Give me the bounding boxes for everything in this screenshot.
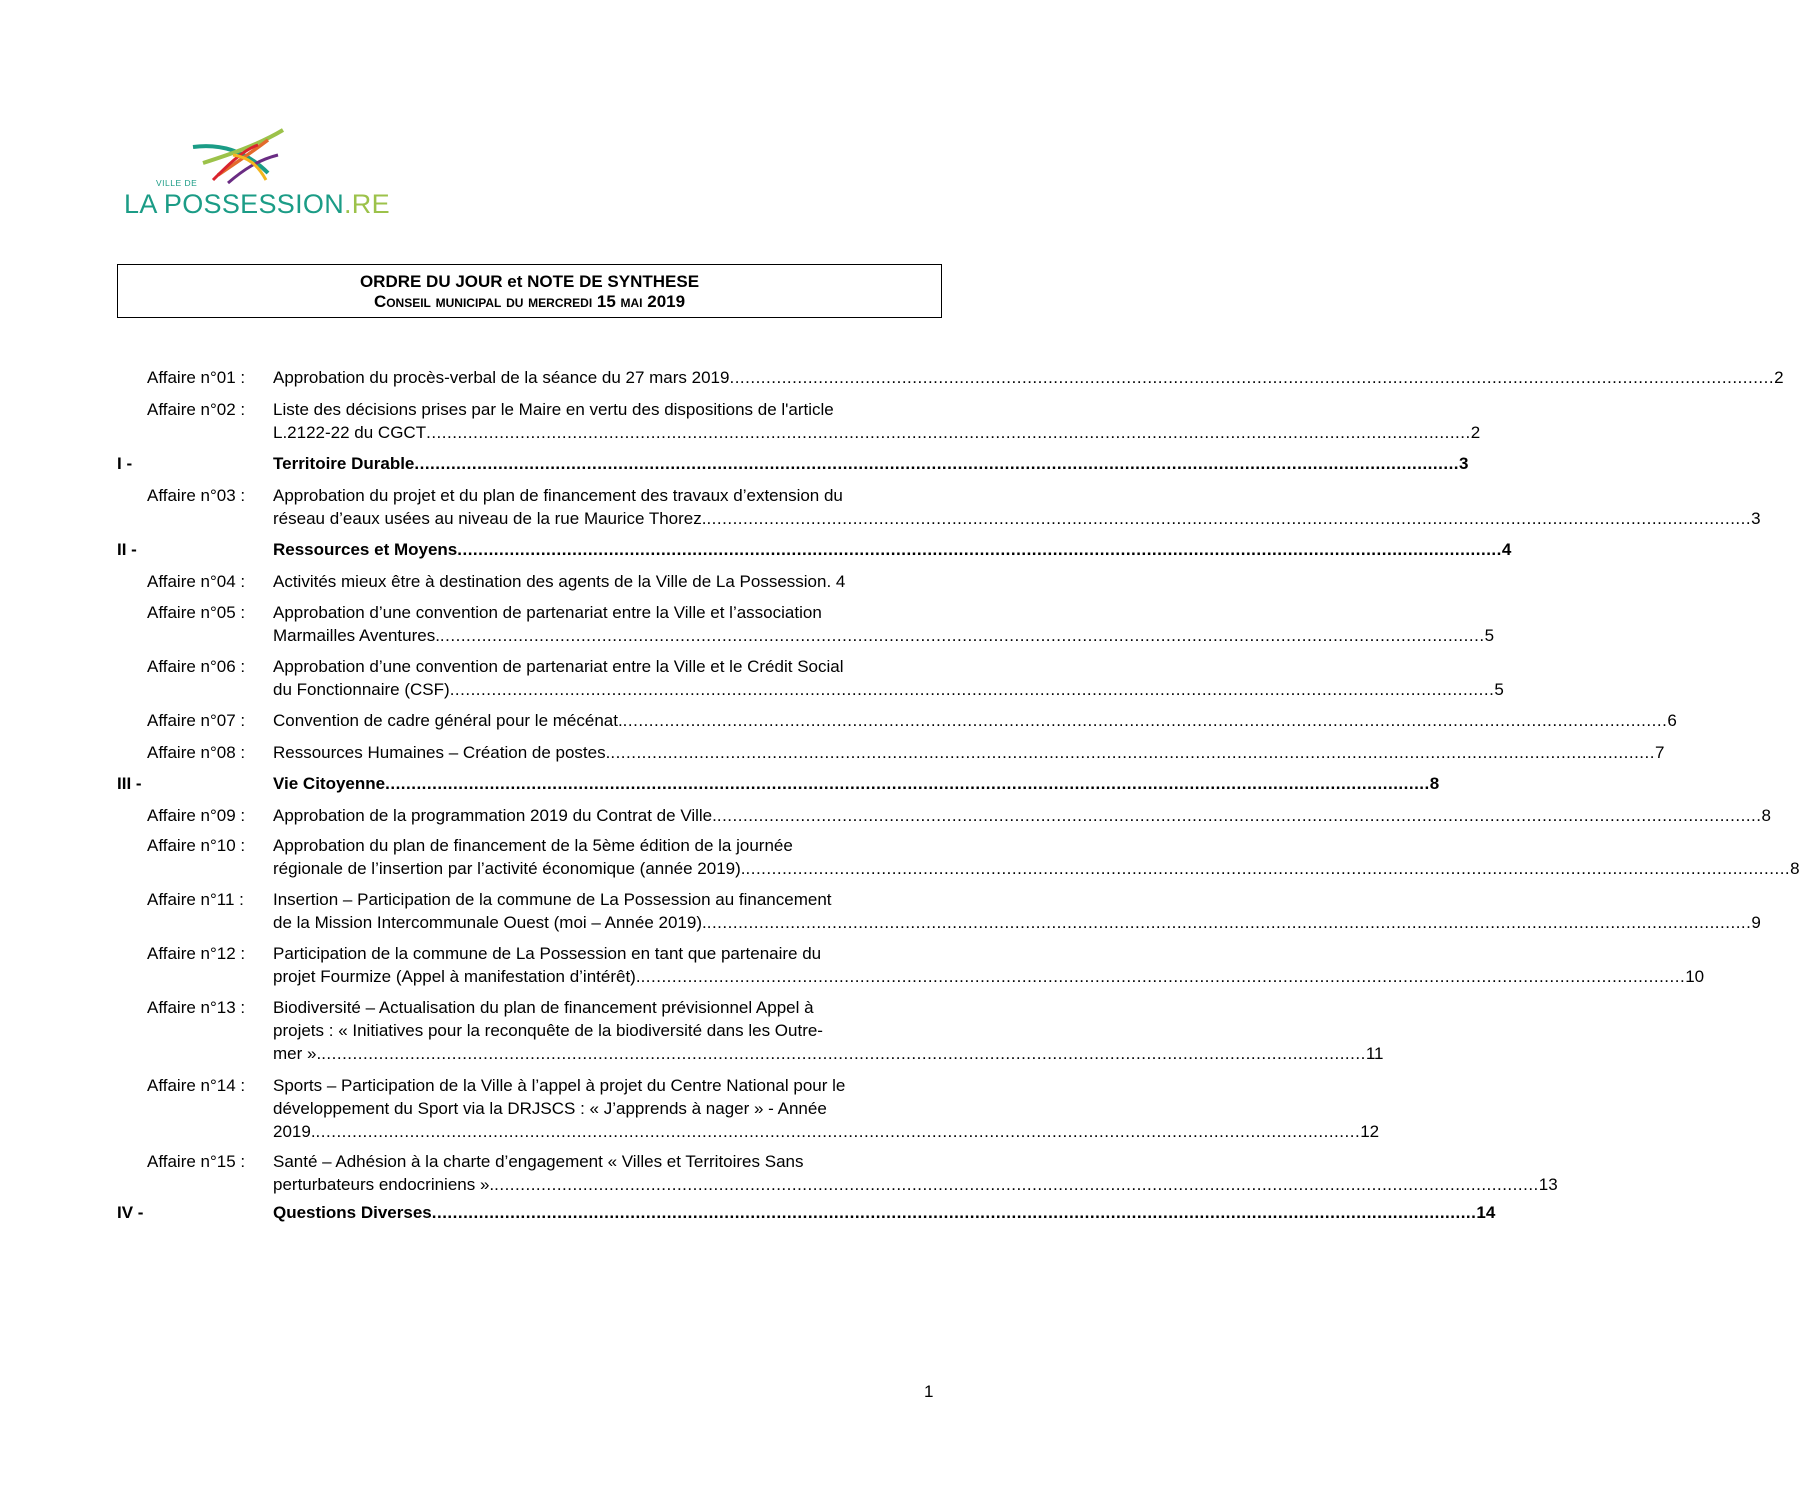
- toc-line: [273, 452, 1469, 475]
- toc-text: Ressources Humaines – Création de postes.: [273, 743, 611, 762]
- dot-leader: ........................................................................................................................................................................................................: [414, 454, 1460, 473]
- affaire-number: Affaire n°02 :: [147, 400, 246, 419]
- toc-line: [273, 1120, 1380, 1143]
- toc-text: de la Mission Intercommunale Ouest (moi – Année 2019).: [273, 913, 707, 932]
- affaire-number: Affaire n°10 :: [147, 836, 246, 855]
- toc-text: Biodiversité – Actualisation du plan de financement prévisionnel Appel à: [273, 998, 814, 1017]
- dot-leader: ........................................................................................................................................................................................................: [385, 774, 1430, 793]
- toc-text: Marmailles Aventures.: [273, 626, 440, 645]
- affaire-number: Affaire n°08 :: [147, 743, 246, 762]
- page-number: 1: [924, 1382, 934, 1401]
- toc-page-number: 13: [1538, 1175, 1558, 1194]
- toc-text: Liste des décisions prises par le Maire en vertu des dispositions de l'article: [273, 400, 834, 419]
- toc-text: Approbation du projet et du plan de financement des travaux d’extension du: [273, 486, 843, 505]
- toc-page-number: 14: [1476, 1203, 1496, 1222]
- toc-text: mer ».: [273, 1044, 322, 1063]
- toc-line: [273, 741, 1665, 764]
- toc-line: [273, 888, 933, 911]
- toc-page-number: 5: [1484, 626, 1495, 645]
- toc-text: 2019.: [273, 1122, 316, 1141]
- toc-text: Territoire Durable: [273, 454, 415, 473]
- toc-line: [273, 965, 1705, 988]
- toc-line: [273, 1150, 933, 1173]
- toc-page-number: 2: [1774, 368, 1784, 387]
- toc-line: [273, 624, 1495, 647]
- toc-page-number: 3: [1751, 509, 1761, 528]
- toc-line: [273, 1042, 1384, 1065]
- toc-text: Approbation d’une convention de partenariat entre la Ville et le Crédit Social: [273, 657, 844, 676]
- toc-text: Approbation d’une convention de partenariat entre la Ville et l’association: [273, 603, 822, 622]
- toc-page-number: 4: [1501, 540, 1512, 559]
- toc-line: [273, 834, 933, 857]
- affaire-number: Affaire n°14 :: [147, 1076, 246, 1095]
- toc-line: [273, 601, 933, 624]
- toc-line: [273, 1097, 933, 1120]
- toc-line: [273, 366, 1784, 389]
- section-number: III -: [117, 774, 142, 793]
- toc-text: Insertion – Participation de la commune de La Possession au financement: [273, 890, 832, 909]
- toc-page-number: 5: [1494, 680, 1504, 699]
- toc-line: [273, 857, 1800, 880]
- toc-line: [273, 1019, 933, 1042]
- toc-page-number: 12: [1360, 1122, 1380, 1141]
- toc-text: Vie Citoyenne: [273, 774, 386, 793]
- dot-leader: ........................................................................................................................................................................................................: [610, 743, 1655, 762]
- affaire-number: Affaire n°06 :: [147, 657, 246, 676]
- dot-leader: ........................................................................................................................................................................................................: [449, 680, 1495, 699]
- toc-line: [273, 421, 1481, 444]
- dot-leader: ........................................................................................................................................................................................................: [494, 1175, 1539, 1194]
- toc-text: projet Fourmize (Appel à manifestation d’intérêt).: [273, 967, 641, 986]
- toc-text: Approbation du procès-verbal de la séance du 27 mars 2019: [273, 368, 730, 387]
- toc-line: [273, 911, 1761, 934]
- document-title: ORDRE DU JOUR et NOTE DE SYNTHESE: [359, 272, 700, 291]
- toc-line: [273, 709, 1677, 732]
- dot-leader: ........................................................................................................................................................................................................: [457, 540, 1502, 559]
- logo-suffix: .RE: [344, 189, 390, 219]
- toc-line: [273, 1074, 933, 1097]
- toc-page-number: 8: [1790, 859, 1800, 878]
- toc-text: perturbateurs endocriniens ».: [273, 1175, 495, 1194]
- toc-page-number: 6: [1667, 711, 1677, 730]
- toc-line: [273, 804, 1771, 827]
- toc-text: développement du Sport via la DRJSCS : « J’apprends à nager » - Année: [273, 1099, 827, 1118]
- dot-leader: ........................................................................................................................................................................................................: [745, 859, 1791, 878]
- dot-leader: ........................................................................................................................................................................................................: [729, 368, 1775, 387]
- toc-line: [273, 996, 933, 1019]
- document-subtitle: Conseil municipal du mercredi 15 mai 2019: [373, 292, 686, 311]
- dot-leader: ........................................................................................................................................................................................................: [439, 626, 1485, 645]
- toc-page-number: 3: [1459, 454, 1469, 473]
- toc-line: [273, 484, 933, 507]
- dot-leader: ........................................................................................................................................................................................................: [716, 806, 1762, 825]
- toc-page-number: 2: [1470, 423, 1481, 442]
- toc-text: Activités mieux être à destination des agents de la Ville de La Possession. 4: [273, 572, 846, 591]
- toc-line: [273, 538, 1512, 561]
- affaire-number: Affaire n°13 :: [147, 998, 246, 1017]
- dot-leader: ........................................................................................................................................................................................................: [431, 1203, 1477, 1222]
- logo-name: LA POSSESSION: [124, 189, 344, 219]
- toc-line: [273, 942, 933, 965]
- toc-page-number: 8: [1429, 774, 1440, 793]
- dot-leader: ........................................................................................................................................................................................................: [622, 711, 1668, 730]
- section-number: I -: [117, 454, 133, 473]
- dot-leader: ........................................................................................................................................................................................................: [706, 913, 1752, 932]
- toc-text: Approbation du plan de financement de la 5ème édition de la journée: [273, 836, 793, 855]
- toc-text: Questions Diverses: [273, 1203, 432, 1222]
- toc-page-number: 10: [1685, 967, 1705, 986]
- toc-page-number: 8: [1761, 806, 1771, 825]
- toc-line: [273, 655, 933, 678]
- dot-leader: ........................................................................................................................................................................................................: [426, 423, 1471, 442]
- affaire-number: Affaire n°03 :: [147, 486, 246, 505]
- dot-leader: ........................................................................................................................................................................................................: [315, 1122, 1361, 1141]
- toc-page-number: 7: [1654, 743, 1665, 762]
- toc-text: Participation de la commune de La Possession en tant que partenaire du: [273, 944, 822, 963]
- toc-text: réseau d’eaux usées au niveau de la rue Maurice Thorez.: [273, 509, 707, 528]
- affaire-number: Affaire n°12 :: [147, 944, 246, 963]
- dot-leader: ........................................................................................................................................................................................................: [640, 967, 1686, 986]
- logo-small-text: VILLE DE: [156, 178, 198, 188]
- toc-line: [273, 570, 933, 593]
- toc-text: Ressources et Moyens: [273, 540, 458, 559]
- toc-text: L.2122-22 du CGCT: [273, 423, 427, 442]
- dot-leader: ........................................................................................................................................................................................................: [706, 509, 1752, 528]
- toc-line: [273, 772, 1440, 795]
- section-number: II -: [117, 540, 137, 559]
- toc-text: Convention de cadre général pour le mécénat.: [273, 711, 623, 730]
- toc-line: [273, 1173, 1558, 1196]
- toc-text: du Fonctionnaire (CSF): [273, 680, 450, 699]
- toc-line: [273, 507, 1761, 530]
- toc-page-number: 9: [1751, 913, 1761, 932]
- section-number: IV -: [117, 1203, 144, 1222]
- toc-line: [273, 1201, 1496, 1224]
- affaire-number: Affaire n°09 :: [147, 806, 246, 825]
- affaire-number: Affaire n°01 :: [147, 368, 246, 387]
- toc-line: [273, 678, 1504, 701]
- affaire-number: Affaire n°15 :: [147, 1152, 246, 1171]
- affaire-number: Affaire n°07 :: [147, 711, 246, 730]
- toc-line: [273, 398, 933, 421]
- toc-page-number: 11: [1365, 1044, 1384, 1063]
- toc-text: régionale de l’insertion par l’activité économique (année 2019).: [273, 859, 746, 878]
- affaire-number: Affaire n°04 :: [147, 572, 246, 591]
- toc-text: Approbation de la programmation 2019 du Contrat de Ville.: [273, 806, 717, 825]
- toc-text: projets : « Initiatives pour la reconquête de la biodiversité dans les Outre-: [273, 1021, 823, 1040]
- toc-text: Sports – Participation de la Ville à l’appel à projet du Centre National pour le: [273, 1076, 846, 1095]
- affaire-number: Affaire n°05 :: [147, 603, 246, 622]
- affaire-number: Affaire n°11 :: [147, 890, 244, 909]
- toc-text: Santé – Adhésion à la charte d’engagement « Villes et Territoires Sans: [273, 1152, 804, 1171]
- dot-leader: ........................................................................................................................................................................................................: [321, 1044, 1366, 1063]
